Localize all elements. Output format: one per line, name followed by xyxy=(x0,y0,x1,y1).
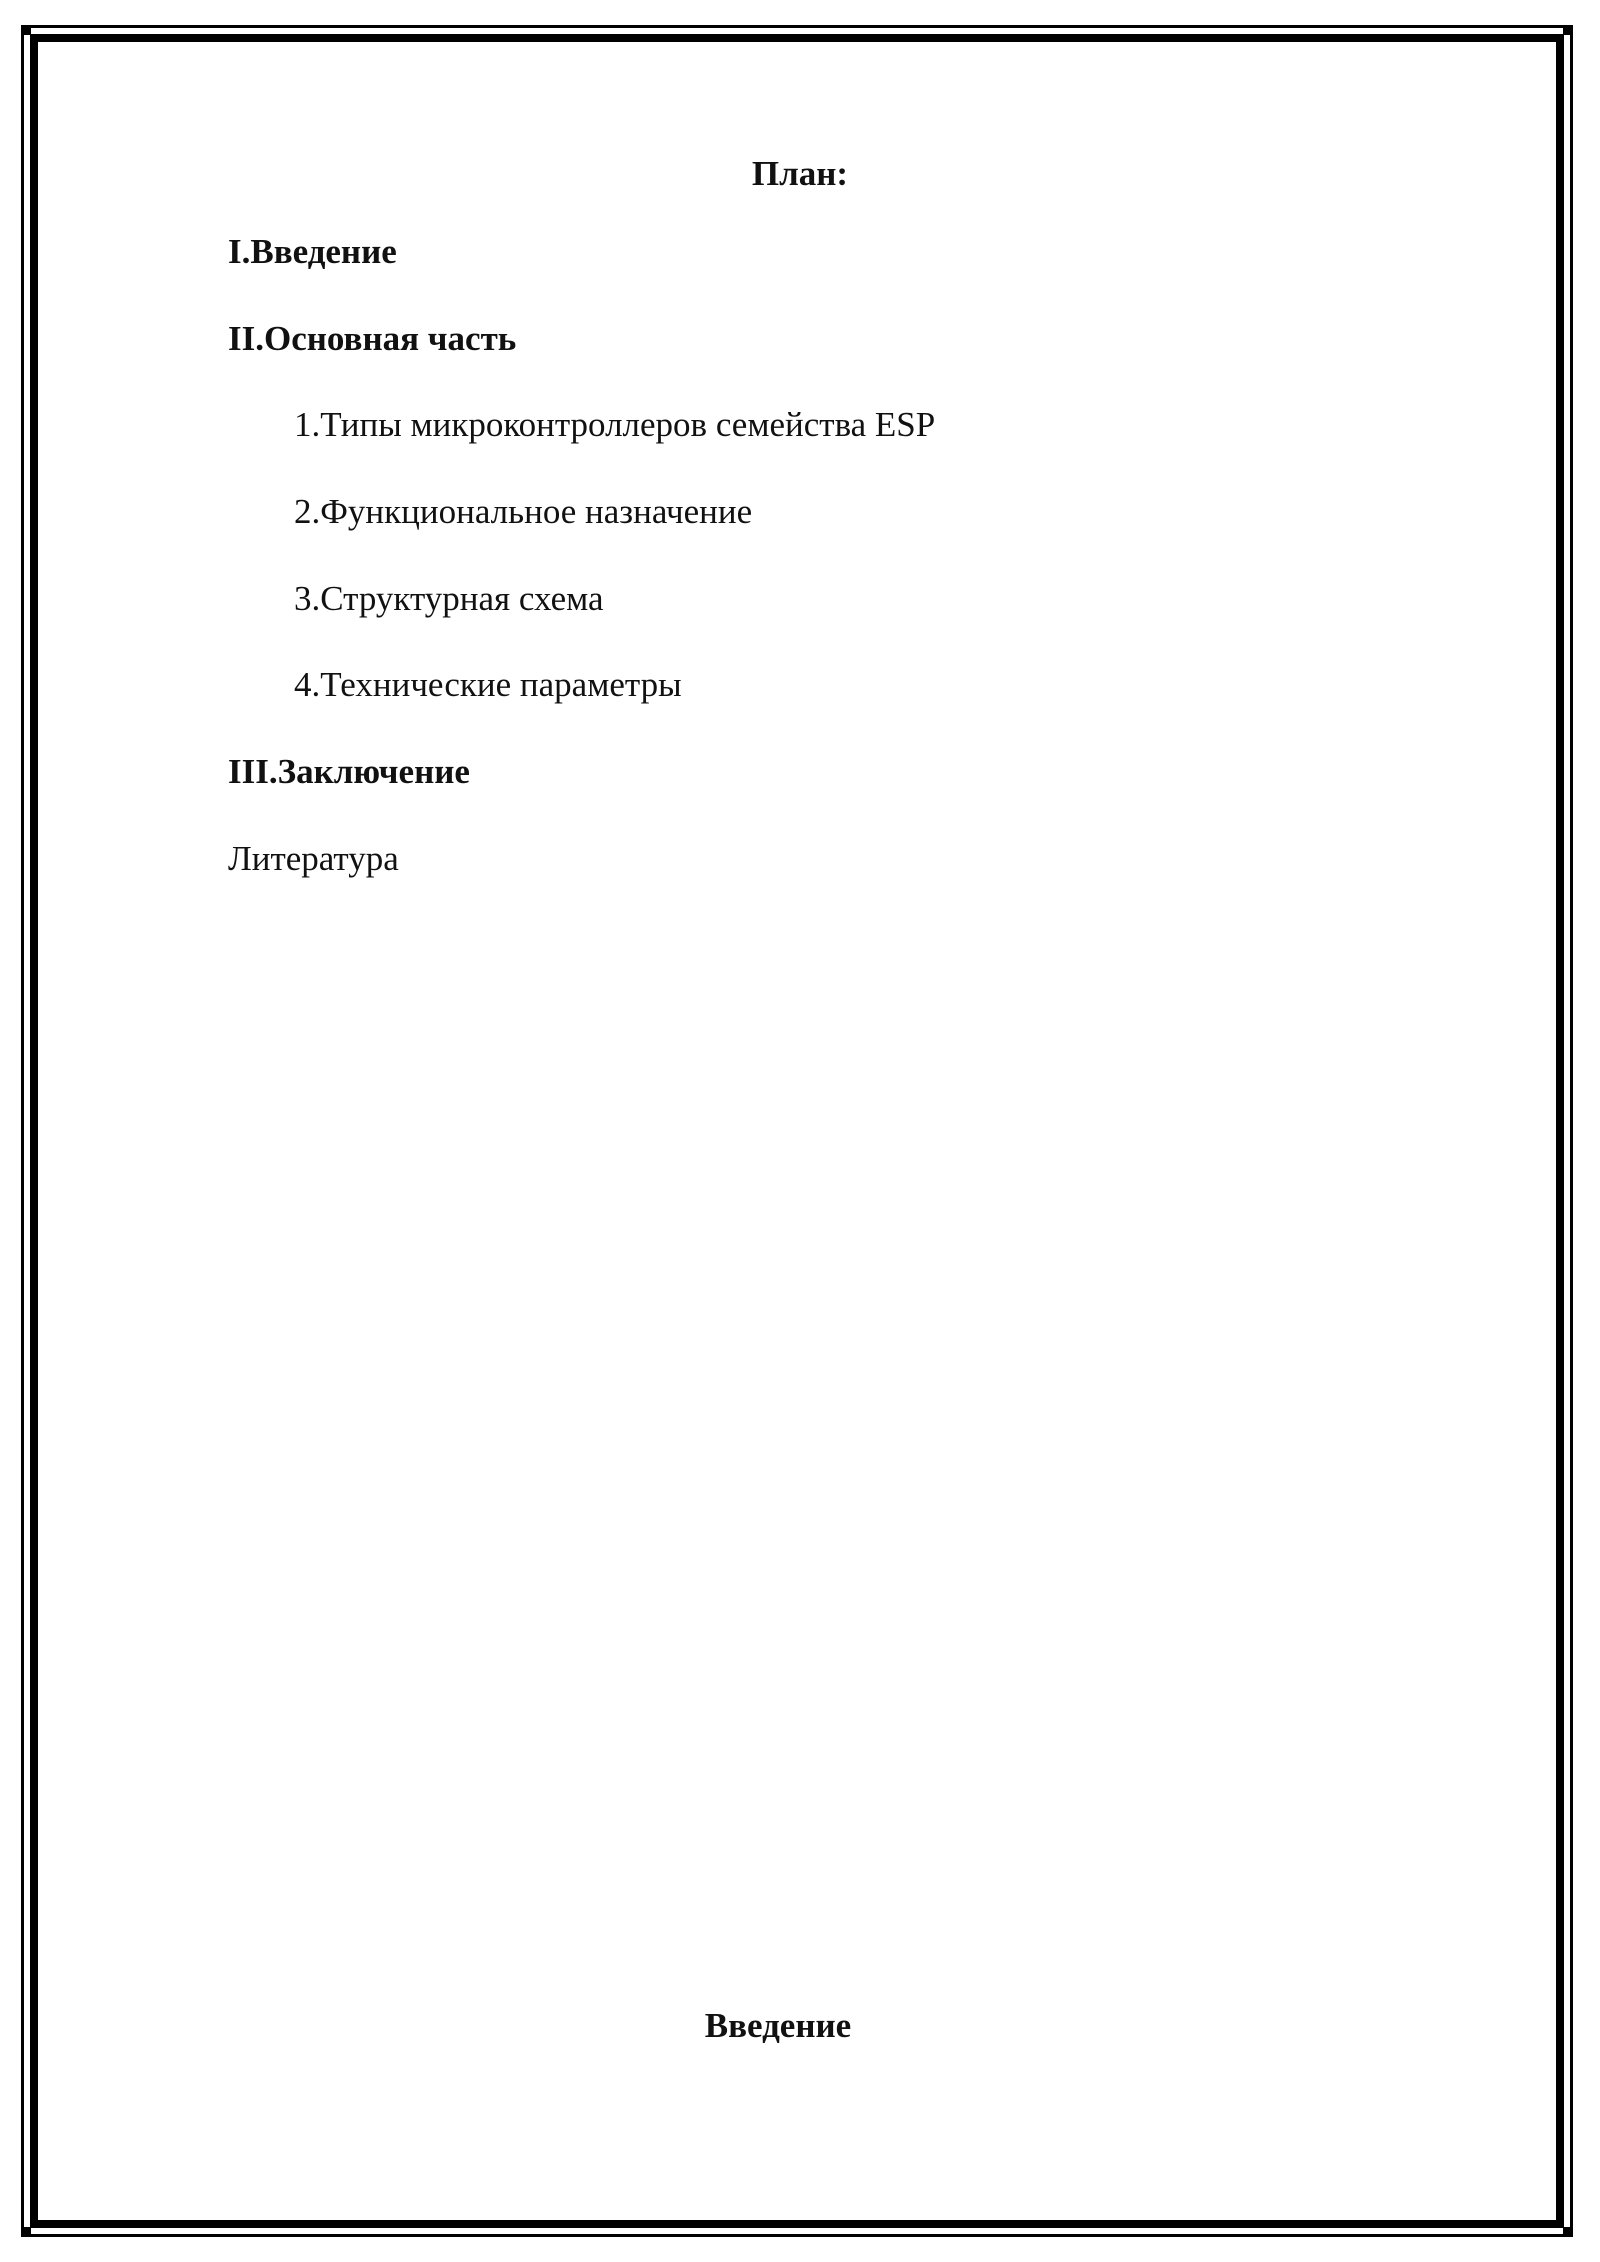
plan-subitem-block-diagram: 3.Структурная схема xyxy=(294,579,604,618)
plan-item-literature: Литература xyxy=(228,839,399,878)
plan-item-main-part: II.Основная часть xyxy=(228,319,517,358)
plan-title: План: xyxy=(751,154,849,193)
plan-subitem-functional-purpose: 2.Функциональное назначение xyxy=(294,492,753,531)
plan-subitem-technical-parameters: 4.Технические параметры xyxy=(294,665,682,704)
section-heading-introduction: Введение xyxy=(704,2006,852,2045)
plan-subitem-esp-types: 1.Типы микроконтроллеров семейства ESP xyxy=(294,405,936,444)
plan-item-introduction: I.Введение xyxy=(228,232,397,271)
plan-item-conclusion: III.Заключение xyxy=(228,752,470,791)
